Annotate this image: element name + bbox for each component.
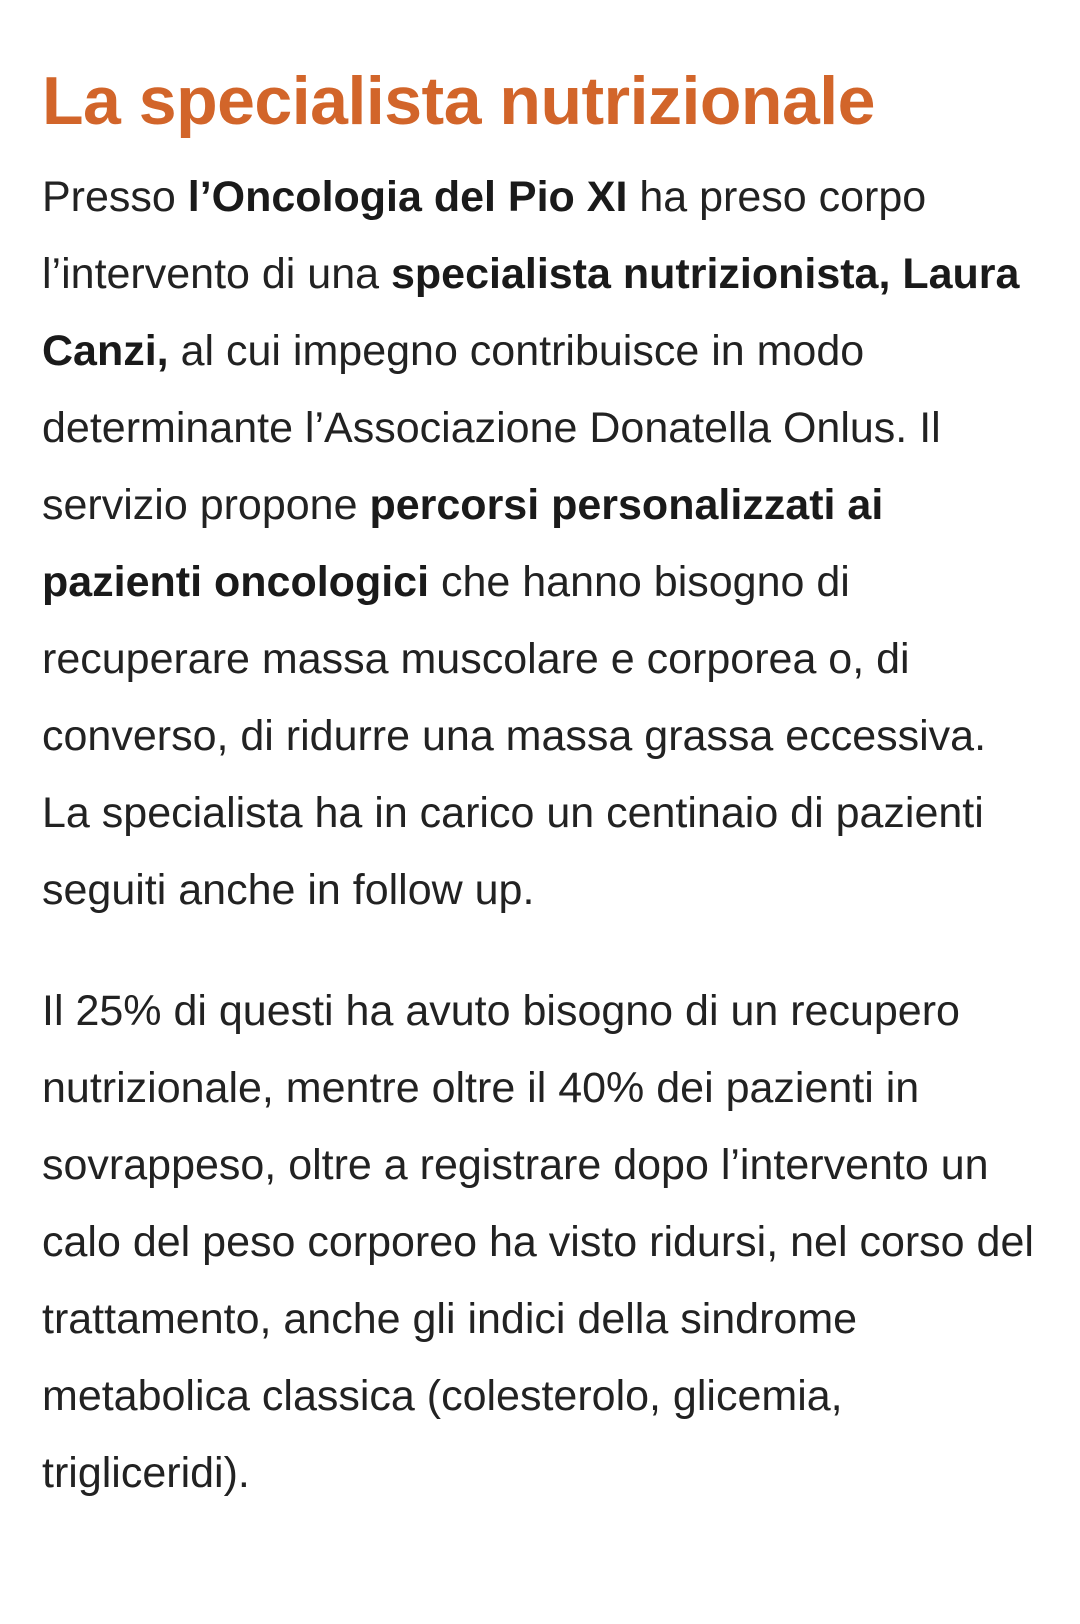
paragraph-bold-text: percorsi personalizzati ai pazienti oncologici [42,481,884,606]
paragraph-bold-text: specialista nutrizionista, Laura Canzi, [42,250,1020,375]
article-paragraph-1 [42,159,1042,929]
paragraph-text: che hanno bisogno di recuperare massa muscolare e corporea o, di converso, di ridurre una massa grassa eccessiva. La specialista ha in carico un centinaio di pazienti seguiti anche in follow up. [42,558,987,914]
article-title: La specialista nutrizionale [42,63,875,139]
paragraph-text: al cui impegno contribuisce in modo determinante l’Associazione Donatella Onlus. Il servizio propone [42,327,941,529]
paragraph-text: Presso [42,173,188,221]
paragraph-bold-text: l’Oncologia del Pio XI [187,173,628,221]
article [42,55,1042,1512]
article-paragraph-2: Il 25% di questi ha avuto bisogno di un recupero nutrizionale, mentre oltre il 40% dei pazienti in sovrappeso, oltre a registrare dopo l’intervento un calo del peso corporeo ha visto ridursi, nel corso del trattamento, anche gli indici della sindrome metabolica classica (colesterolo, glicemia, trigliceridi). [42,987,1034,1497]
paragraph-text: ha preso corpo l’intervento di una [42,173,927,298]
